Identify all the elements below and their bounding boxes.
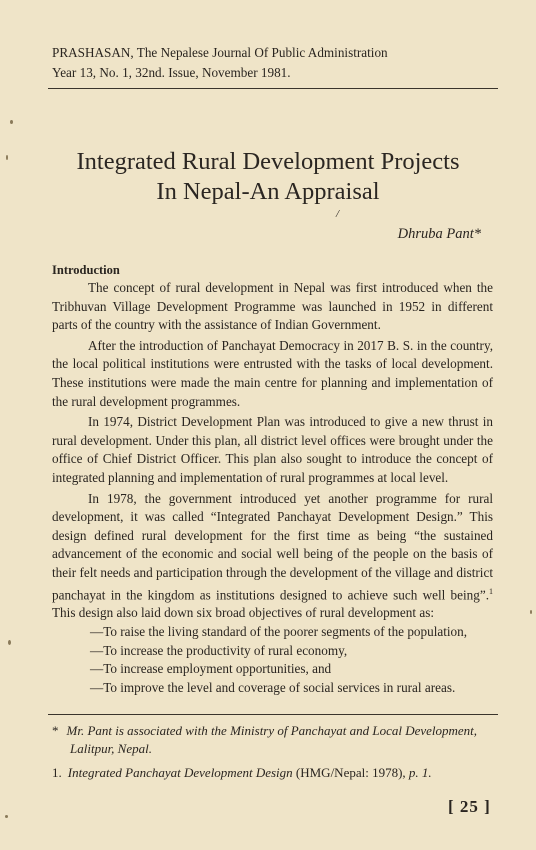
paragraph-text: In 1978, the government introduced yet another programme for rural development, it was called “Integrated Panchayat Development Design.” This design defined rural development for the first time as being “the sustained advancement of the economic and social well being of the people on the basis of their felt needs and participation through the development of the village and district panchayat in the kingdom as institutions designed to achieve such well being”.: [52, 490, 493, 602]
journal-header: PRASHASAN, The Nepalese Journal Of Public Administration: [52, 45, 388, 60]
reference-publisher: (HMG/Nepal: 1978),: [292, 765, 409, 780]
article-title-line2: In Nepal-An Appraisal: [156, 178, 380, 205]
author-footnote: [52, 722, 516, 758]
paper-speck: [6, 155, 8, 160]
paragraph-text: This design also laid down six broad objectives of rural development as:: [52, 605, 434, 621]
footnote-star: *: [52, 723, 59, 738]
list-item: —To increase employment opportunities, and: [90, 661, 332, 677]
section-heading: Introduction: [52, 263, 120, 277]
author-footnote-text: Mr. Pant is associated with the Ministry of Panchayat and Local Development, Lalitpur, Nepal.: [66, 723, 478, 756]
article-title-line1: Integrated Rural Development Projects: [76, 148, 460, 175]
list-item: —To raise the living standard of the poorer segments of the population,: [90, 624, 468, 640]
footnote-rule: [48, 714, 498, 715]
paper-speck: [530, 610, 532, 614]
paragraph: After the introduction of Panchayat Democracy in 2017 B. S. in the country, the local political institutions were entrusted with the tasks of local development. These institutions were made the main centre for planning and implementation of the rural development programmes.: [52, 337, 493, 409]
page-number: [ 25 ]: [448, 797, 491, 816]
list-item: —To improve the level and coverage of social services in rural areas.: [90, 679, 456, 695]
reference-footnote: [52, 764, 498, 782]
header-rule: [48, 88, 498, 89]
list-item: —To increase the productivity of rural economy,: [90, 642, 348, 658]
issue-line: Year 13, No. 1, 32nd. Issue, November 1981.: [52, 65, 291, 80]
reference-title: Integrated Panchayat Development Design: [67, 765, 293, 780]
reference-page: p. 1.: [408, 765, 432, 780]
paper-speck: [10, 120, 13, 124]
paragraph: In 1974, District Development Plan was introduced to give a new thrust in rural development. Under this plan, all district level offices were brought under the office of Chief District Officer. This plan also sought to introduce the concept of integrated planning and implementation of rural programmes at local level.: [52, 414, 493, 485]
author-name: Dhruba Pant*: [397, 226, 481, 242]
paragraph: The concept of rural development in Nepal was first introduced when the Tribhuvan Village Development Programme was launched in 1952 in different parts of the country with the assistance of Indian Government.: [52, 280, 493, 333]
paper-speck: [5, 815, 8, 818]
objectives-list: [52, 623, 493, 697]
article-body: [52, 279, 493, 697]
paper-speck: [8, 640, 11, 645]
footnote-number: 1.: [52, 765, 62, 780]
paragraph: [52, 490, 493, 624]
footnote-ref: 1: [489, 586, 493, 596]
stray-mark: /: [336, 208, 340, 220]
